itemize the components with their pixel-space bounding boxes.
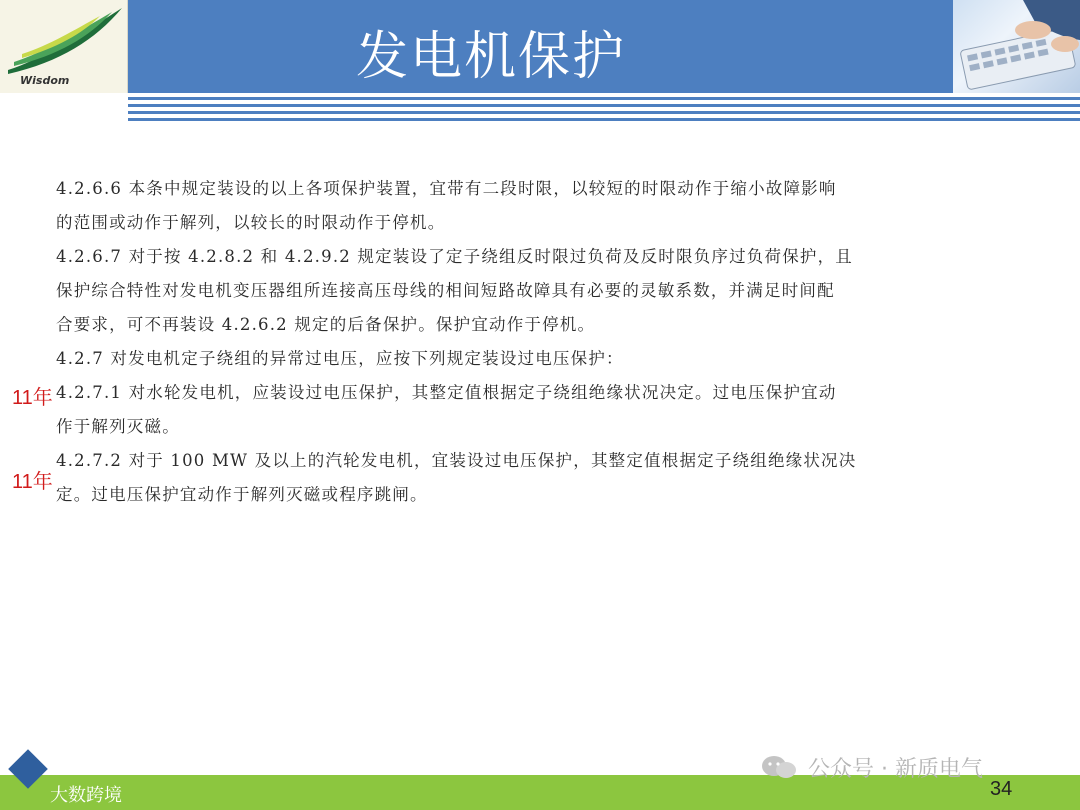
paragraph-4-2-7 [56,342,1036,376]
text-line: 4.2.7 对发电机定子绕组的异常过电压，应按下列规定装设过电压保护： [56,349,624,368]
paragraph-4-2-7-1 [56,376,1036,444]
wisdom-logo [0,0,128,93]
footer-brand: 大数跨境 [50,785,122,806]
text-line: 4.2.6.7 对于按 4.2.8.2 和 4.2.9.2 规定装设了定子绕组反时限过负荷及反时限负序过负荷保护，且 [56,247,854,266]
slide-body [56,172,1036,512]
text-line: 4.2.7.2 对于 100 MW 及以上的汽轮发电机，宜装设过电压保护，其整定值根据定子绕组绝缘状况决 [56,451,857,470]
paragraph-4-2-7-2 [56,444,1036,512]
margin-annotation: 11年 [12,471,53,493]
slide-title: 发电机保护 [356,27,627,87]
text-line: 4.2.7.1 对水轮发电机，应装设过电压保护，其整定值根据定子绕组绝缘状况决定。过电压保护宜动 [56,383,837,402]
text-line: 4.2.6.6 本条中规定装设的以上各项保护装置，宜带有二段时限，以较短的时限动作于缩小故障影响 [56,179,837,198]
keyboard-photo [953,0,1080,93]
title-band [128,0,953,93]
slide-header [0,0,1080,93]
header-stripes [128,93,1080,125]
wechat-icon [760,754,798,780]
page-number: 34 [990,778,1013,800]
text-line: 保护综合特性对发电机变压器组所连接高压母线的相间短路故障具有必要的灵敏系数，并满足时间配 [56,281,835,300]
paragraph-4-2-6-7 [56,240,1036,342]
paragraph-4-2-6-6 [56,172,1036,240]
typing-hands-icon [953,0,1080,93]
text-line: 作于解列灭磁。 [56,417,180,436]
text-line: 合要求，可不再装设 4.2.6.2 规定的后备保护。保护宜动作于停机。 [56,315,596,334]
logo-text: Wisdom [20,74,70,87]
margin-annotation: 11年 [12,387,53,409]
text-line: 的范围或动作于解列，以较长的时限动作于停机。 [56,213,446,232]
text-line: 定。过电压保护宜动作于解列灭磁或程序跳闸。 [56,485,428,504]
watermark-text: 公众号 · 新质电气 [808,757,983,782]
